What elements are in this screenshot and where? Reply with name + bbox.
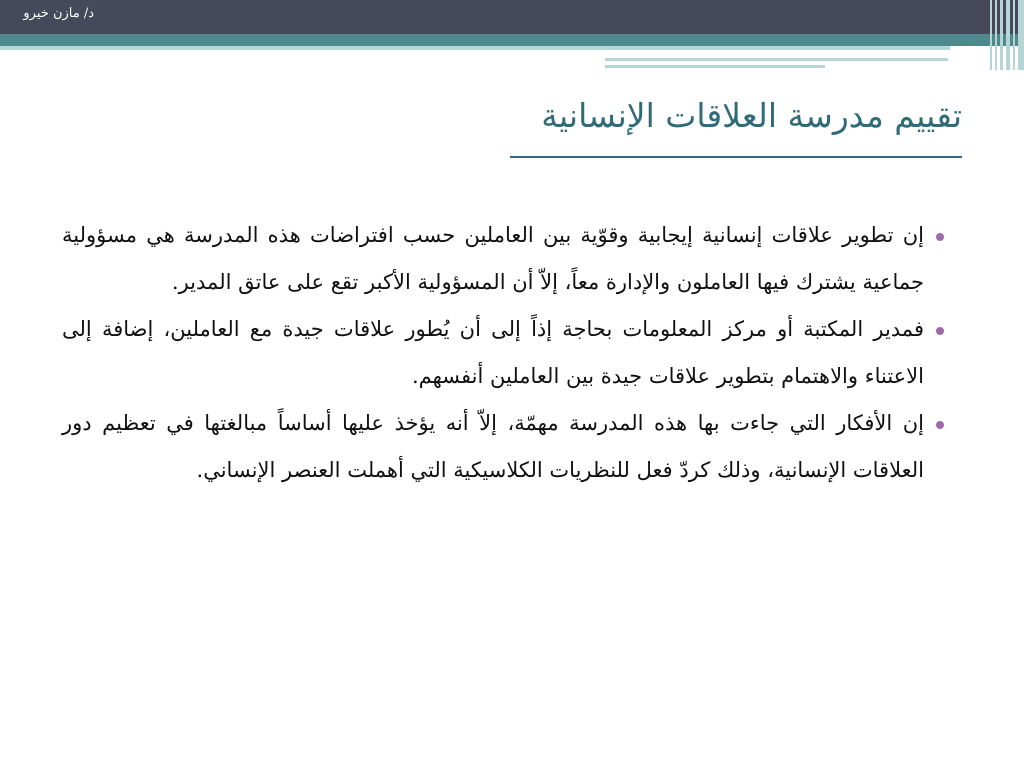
header-light-band [0,46,950,50]
list-item [62,306,924,400]
decorative-line [605,58,948,61]
author-label: د/ مازن خيرو [23,6,94,21]
bullet-text: إن الأفكار التي جاءت بها هذه المدرسة مهمّة، إلاّ أنه يؤخذ عليها أساساً مبالغتها في تعظيم دور العلاقات الإنسانية، وذلك كردّ فعل للنظريات الكلاسيكية التي أهملت العنصر الإنساني. [62,411,924,482]
header-accent-band [0,34,1024,46]
slide-title: تقييم مدرسة العلاقات الإنسانية [541,96,962,135]
list-item [62,400,924,494]
bullet-text: إن تطوير علاقات إنسانية إيجابية وقوّية بين العاملين حسب افتراضات هذه المدرسة هي مسؤولية جماعية يشترك فيها العاملون والإدارة معاً، إلاّ أن المسؤولية الأكبر تقع على عاتق المدير. [62,223,924,294]
bullet-icon [936,233,944,241]
decorative-line [605,65,825,68]
decorative-stripes [990,0,1024,70]
bullet-text: فمدير المكتبة أو مركز المعلومات بحاجة إذاً إلى أن يُطور علاقات جيدة مع العاملين، إضافة إلى الاعتناء والاهتمام بتطوير علاقات جيدة بين العاملين أنفسهم. [62,317,924,388]
bullet-list [62,212,924,494]
bullet-icon [936,421,944,429]
list-item [62,212,924,306]
title-underline [510,156,962,158]
bullet-icon [936,327,944,335]
header-bar [0,0,1024,34]
